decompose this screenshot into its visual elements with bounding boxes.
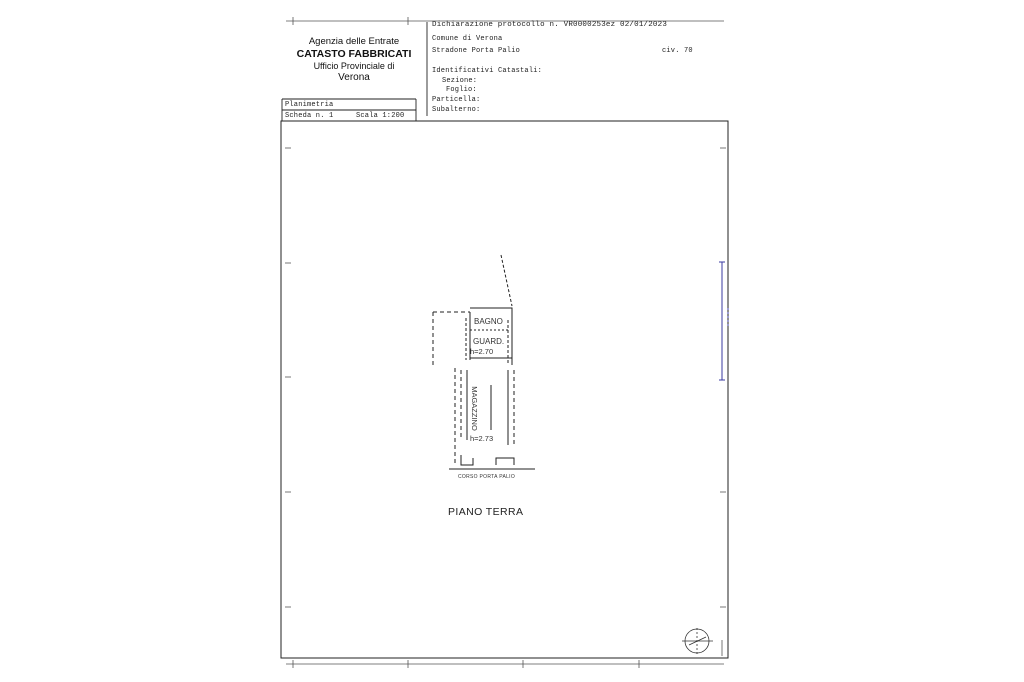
height-lower-label: h=2.73	[470, 434, 494, 443]
scala-label: Scala 1:200	[356, 112, 405, 120]
floor-title: PIANO TERRA	[448, 506, 524, 518]
room-magazzino-label: MAGAZZINO	[469, 386, 479, 431]
civic-number: civ. 70	[662, 47, 693, 55]
sezione-label: Sezione:	[442, 77, 478, 85]
north-arrow-icon	[682, 628, 713, 654]
street-label: CORSO PORTA PALIO	[458, 474, 516, 480]
agency-name: Agenzia delle Entrate	[308, 36, 400, 47]
comune-line: Comune di Verona	[432, 35, 503, 43]
registry-name: CATASTO FABBRICATI	[296, 48, 412, 60]
office-name: Ufficio Provinciale di	[313, 61, 395, 71]
height-upper-label: h=2.70	[470, 347, 494, 356]
office-city: Verona	[338, 72, 370, 83]
identificativi-label: Identificativi Catastali:	[432, 67, 543, 75]
subalterno-label: Subalterno:	[432, 106, 481, 114]
protocol-line: Dichiarazione protocollo n. VR0000253ez 02/01/2023	[432, 21, 668, 29]
foglio-label: Foglio:	[446, 86, 477, 94]
address-line: Stradone Porta Palio	[432, 47, 521, 55]
scheda-label: Scheda n. 1	[285, 112, 334, 120]
room-bagno-label: BAGNO	[474, 317, 503, 326]
planimetria-label: Planimetria	[285, 101, 334, 109]
room-guardaroba-label: GUARD.	[473, 337, 505, 346]
particella-label: Particella:	[432, 96, 481, 104]
